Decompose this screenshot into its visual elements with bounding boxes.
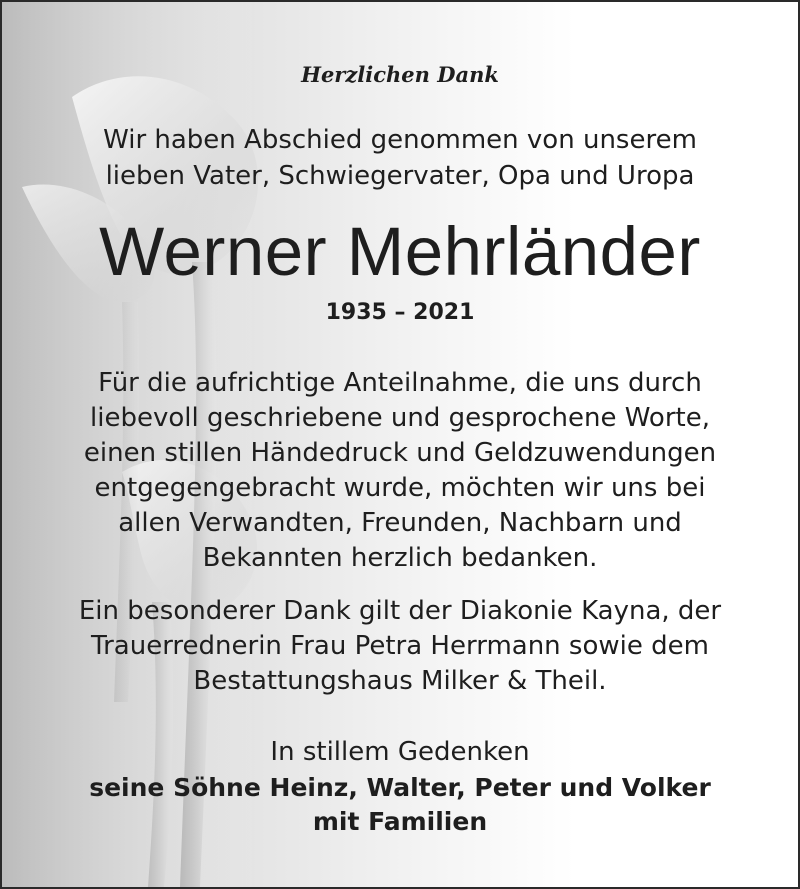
heading: Herzlichen Dank <box>301 62 499 87</box>
deceased-name: Werner Mehrländer <box>99 213 701 290</box>
special-thanks-line: Trauerrednerin Frau Petra Herrmann sowie dem <box>91 631 709 661</box>
intro-text <box>2 122 798 194</box>
family-line: seine Söhne Heinz, Walter, Peter und Volker <box>89 773 711 802</box>
gratitude-line: entgegengebracht wurde, möchten wir uns bei <box>94 473 706 503</box>
family-signature <box>2 771 798 839</box>
special-thanks-text <box>2 594 798 699</box>
gratitude-line: Für die aufrichtige Anteilnahme, die uns durch <box>98 368 702 398</box>
intro-line: lieben Vater, Schwiegervater, Opa und Uropa <box>105 161 695 191</box>
memory-line: In stillem Gedenken <box>270 737 530 767</box>
life-dates: 1935 – 2021 <box>325 300 475 325</box>
gratitude-line: allen Verwandten, Freunden, Nachbarn und <box>118 508 682 538</box>
family-line: mit Familien <box>312 807 488 836</box>
intro-line: Wir haben Abschied genommen von unserem <box>103 125 697 155</box>
gratitude-text <box>2 366 798 576</box>
special-thanks-line: Ein besonderer Dank gilt der Diakonie Kayna, der <box>78 596 722 626</box>
gratitude-line: liebevoll geschriebene und gesprochene Worte, <box>90 403 710 433</box>
gratitude-line: einen stillen Händedruck und Geldzuwendungen <box>83 438 717 468</box>
gratitude-line: Bekannten herzlich bedanken. <box>202 543 598 573</box>
special-thanks-line: Bestattungshaus Milker & Theil. <box>193 666 607 696</box>
